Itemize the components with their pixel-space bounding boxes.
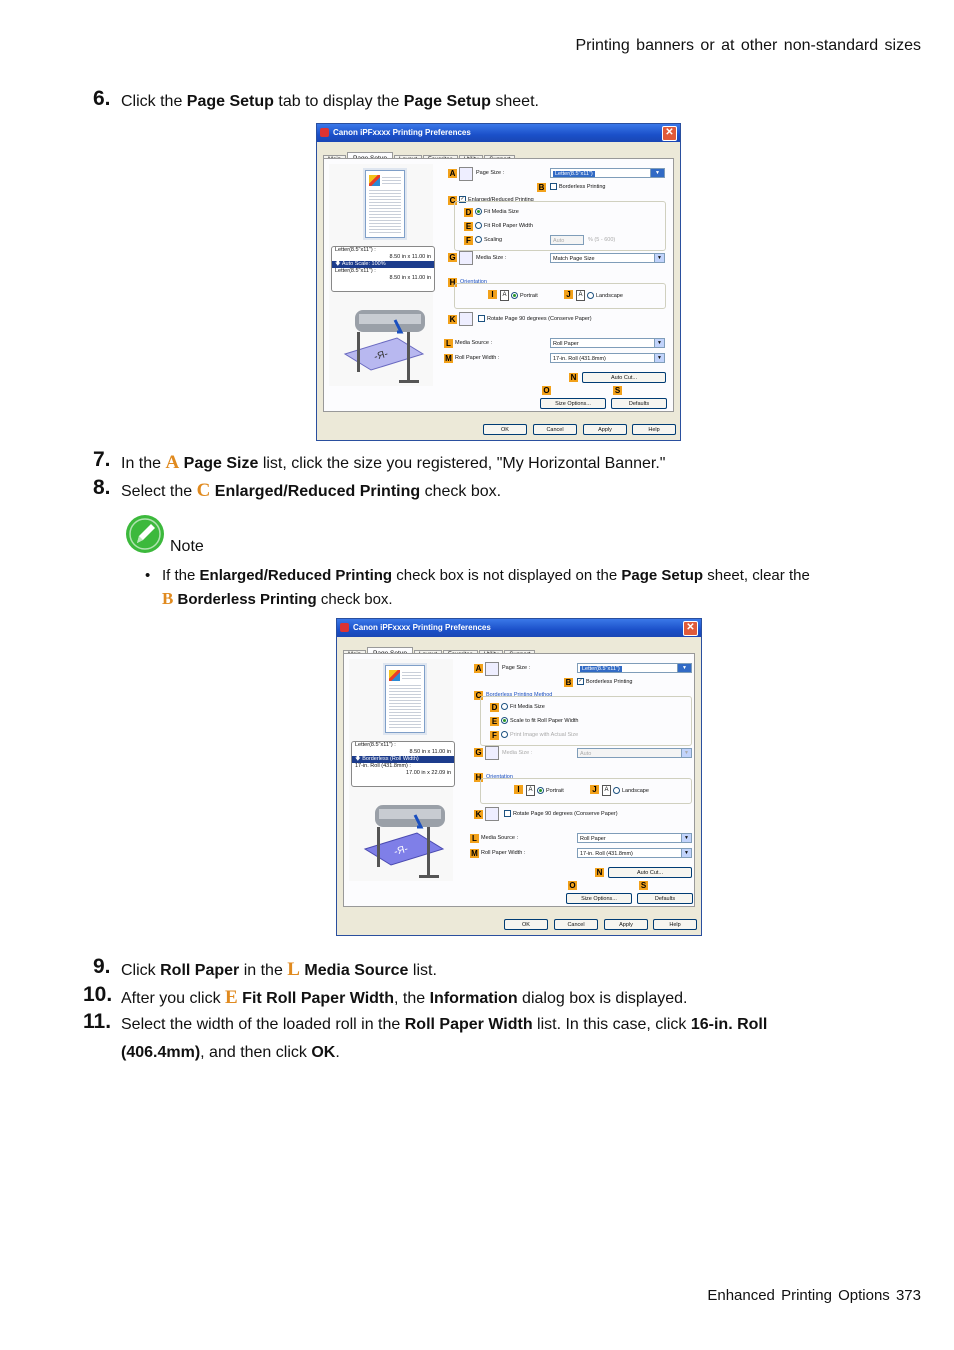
close-button[interactable]: ✕ (662, 126, 677, 141)
printer-illustration-icon (357, 797, 451, 883)
fit-media-size-radio[interactable]: Fit Media Size (475, 208, 519, 217)
scaling-radio[interactable]: Scaling (475, 236, 502, 245)
chevron-down-icon: ▼ (681, 834, 691, 842)
callout-k: K (475, 810, 482, 819)
arrow-down-icon: 🡇 (335, 261, 341, 267)
orientation-label: Orientation (486, 774, 513, 780)
media-source-label: Media Source : (481, 835, 518, 841)
rotate-page-icon (459, 312, 473, 326)
portrait-radio[interactable]: A Portrait (526, 785, 564, 796)
size-options-button[interactable]: Size Options... (540, 398, 606, 409)
step-text: Select the width of the loaded roll in the Roll Paper Width list. In this case, click 16-in. Roll (121, 1016, 768, 1033)
page-preview-thumbnail (385, 665, 425, 733)
chevron-down-icon: ▼ (654, 254, 664, 262)
cancel-button[interactable]: Cancel (554, 919, 598, 930)
step-number: 8. (93, 476, 111, 499)
note-text-line2: B Borderless Printing check box. (162, 589, 393, 608)
fit-roll-paper-width-radio[interactable]: Fit Roll Paper Width (475, 222, 533, 231)
size-info-box: Letter(8.5"x11") : 8.50 in x 11.00 in 🡇 Auto Scale: 100% Letter(8.5"x11") : 8.50 in x 11.00 in (331, 246, 435, 292)
callout-c: C (475, 691, 482, 700)
ok-button[interactable]: OK (483, 424, 527, 435)
auto-cut-button[interactable]: Auto Cut... (582, 372, 666, 383)
media-source-select[interactable]: Roll Paper ▼ (577, 833, 692, 843)
orientation-label: Orientation (460, 279, 487, 285)
callout-d: D (491, 703, 498, 712)
callout-l: L (444, 339, 453, 348)
landscape-icon: A (576, 290, 585, 301)
callout-m: M (445, 354, 452, 363)
page-footer: Enhanced Printing Options 373 (707, 1287, 921, 1304)
callout-i: I (514, 785, 523, 794)
roll-paper-width-select[interactable]: 17-in. Roll (431.8mm) ▼ (577, 848, 692, 858)
rotate-page-checkbox[interactable]: Rotate Page 90 degrees (Conserve Paper) (478, 315, 592, 324)
size-info-box: Letter(8.5"x11") : 8.50 in x 11.00 in 🡇 Borderless (Roll Width) 17-in. Roll (431.8mm) : 17.00 in x 22.09 in (351, 741, 455, 787)
page-size-select[interactable]: Letter(8.5"x11") ▼ (550, 168, 665, 178)
step-number: 7. (93, 448, 111, 471)
printer-app-icon (320, 128, 329, 137)
callout-f: F (490, 731, 499, 740)
enlarged-reduced-checkbox[interactable]: ✓ Enlarged/Reduced Printing (460, 196, 534, 203)
borderless-printing-checkbox[interactable]: ✓ Borderless Printing (578, 678, 633, 685)
chevron-down-icon: ▼ (650, 169, 664, 177)
callout-k: K (449, 315, 456, 324)
title-bar: Canon iPFxxxx Printing Preferences ✕ (337, 619, 701, 637)
svg-text:-Я-: -Я- (392, 843, 410, 858)
page-setup-panel (323, 158, 674, 412)
callout-m: M (471, 849, 478, 858)
step-text: After you click E Fit Roll Paper Width, the Information dialog box is displayed. (121, 987, 688, 1008)
step-text: Select the C Enlarged/Reduced Printing check box. (121, 480, 502, 501)
borderless-printing-checkbox[interactable]: Borderless Printing (550, 183, 605, 192)
printing-preferences-dialog-1 (316, 123, 681, 441)
callout-n: N (570, 373, 577, 382)
callout-g: G (449, 253, 456, 262)
help-button[interactable]: Help (653, 919, 697, 930)
media-size-icon (485, 746, 499, 760)
orientation-group (454, 283, 666, 309)
step-text-line2: (406.4mm), and then click OK. (121, 1044, 340, 1061)
rotate-page-icon (485, 807, 499, 821)
media-size-icon (459, 251, 473, 265)
portrait-icon: A (500, 290, 509, 301)
page-size-label: Page Size : (502, 665, 531, 671)
media-size-label: Media Size : (502, 750, 533, 756)
callout-d: D (465, 208, 472, 217)
tab-bar (323, 146, 516, 158)
defaults-button[interactable]: Defaults (637, 893, 693, 904)
callout-n: N (596, 868, 603, 877)
apply-button[interactable]: Apply (583, 424, 627, 435)
rotate-page-checkbox[interactable]: Rotate Page 90 degrees (Conserve Paper) (504, 810, 618, 819)
callout-h: H (475, 773, 482, 782)
chevron-down-icon: ▼ (654, 354, 664, 362)
callout-g: G (475, 748, 482, 757)
callout-s: S (640, 881, 647, 890)
media-size-select[interactable]: Match Page Size ▼ (550, 253, 665, 263)
callout-a: A (449, 169, 456, 178)
note-label: Note (170, 538, 204, 555)
scaling-range: % (5 - 600) (588, 237, 616, 243)
tab-bar (343, 641, 536, 653)
step-text: In the A Page Size list, click the size you registered, "My Horizontal Banner." (121, 452, 666, 473)
callout-b: B (538, 183, 545, 192)
borderless-method-label: Borderless Printing Method (486, 692, 553, 698)
step-number: 11. (83, 1010, 112, 1033)
help-button[interactable]: Help (632, 424, 676, 435)
media-source-label: Media Source : (455, 340, 492, 346)
roll-paper-width-label: Roll Paper Width : (481, 850, 526, 856)
title-bar: Canon iPFxxxx Printing Preferences ✕ (317, 124, 680, 142)
chevron-down-icon: ▼ (681, 749, 691, 757)
landscape-radio[interactable]: A Landscape (602, 785, 649, 796)
step-text: Click Roll Paper in the L Media Source list. (121, 959, 437, 980)
roll-paper-width-select[interactable]: 17-in. Roll (431.8mm) ▼ (550, 353, 665, 363)
roll-paper-width-label: Roll Paper Width : (455, 355, 500, 361)
note-pencil-icon (125, 514, 165, 554)
portrait-radio[interactable]: A Portrait (500, 290, 538, 301)
media-size-select[interactable]: Auto ▼ (577, 748, 692, 758)
chevron-down-icon: ▼ (681, 849, 691, 857)
page-size-label: Page Size : (476, 170, 505, 176)
auto-cut-button[interactable]: Auto Cut... (608, 867, 692, 878)
portrait-icon: A (526, 785, 535, 796)
callout-c: C (449, 196, 456, 205)
orientation-group (480, 778, 692, 804)
preview-area (329, 164, 433, 386)
callout-i: I (488, 290, 497, 299)
actual-size-radio[interactable]: Print Image with Actual Size (501, 731, 578, 740)
chevron-down-icon: ▼ (677, 664, 691, 672)
callout-a: A (475, 664, 482, 673)
ok-button[interactable]: OK (504, 919, 548, 930)
callout-j: J (564, 290, 573, 299)
note-text-line1: If the Enlarged/Reduced Printing check box is not displayed on the Page Setup sheet, clear the (162, 567, 810, 584)
page-preview-thumbnail (365, 170, 405, 238)
callout-e: E (465, 222, 472, 231)
landscape-radio[interactable]: A Landscape (576, 290, 623, 301)
step-number: 9. (93, 955, 111, 978)
scale-roll-width-radio[interactable]: Scale to fit Roll Paper Width (501, 717, 578, 726)
page-size-icon (459, 167, 473, 181)
callout-l: L (470, 834, 479, 843)
page-size-icon (485, 662, 499, 676)
callout-f: F (464, 236, 473, 245)
chevron-down-icon: ▼ (654, 339, 664, 347)
media-source-select[interactable]: Roll Paper ▼ (550, 338, 665, 348)
cancel-button[interactable]: Cancel (533, 424, 577, 435)
fit-media-size-radio[interactable]: Fit Media Size (501, 703, 545, 712)
callout-j: J (590, 785, 599, 794)
preview-area (349, 659, 453, 881)
landscape-icon: A (602, 785, 611, 796)
page-header: Printing banners or at other non-standard sizes (575, 37, 921, 54)
step-number: 6. (93, 87, 111, 110)
printer-illustration-icon (337, 302, 431, 388)
callout-e: E (491, 717, 498, 726)
apply-button[interactable]: Apply (604, 919, 648, 930)
callout-o: O (569, 881, 576, 890)
page-setup-panel (343, 653, 695, 907)
callout-s: S (614, 386, 621, 395)
printing-preferences-dialog-2 (336, 618, 702, 936)
callout-o: O (543, 386, 550, 395)
callout-h: H (449, 278, 456, 287)
scaling-input[interactable]: Auto (550, 235, 584, 245)
printer-app-icon (340, 623, 349, 632)
close-button[interactable]: ✕ (683, 621, 698, 636)
arrow-down-icon: 🡇 (355, 756, 361, 762)
step-number: 10. (83, 983, 113, 1006)
size-options-button[interactable]: Size Options... (566, 893, 632, 904)
callout-b: B (565, 678, 572, 687)
step-text: Click the Page Setup tab to display the Page Setup sheet. (121, 93, 539, 110)
svg-text:-Я-: -Я- (372, 348, 390, 363)
page-size-select[interactable]: Letter(8.5"x11") ▼ (577, 663, 692, 673)
media-size-label: Media Size : (476, 255, 507, 261)
defaults-button[interactable]: Defaults (611, 398, 667, 409)
